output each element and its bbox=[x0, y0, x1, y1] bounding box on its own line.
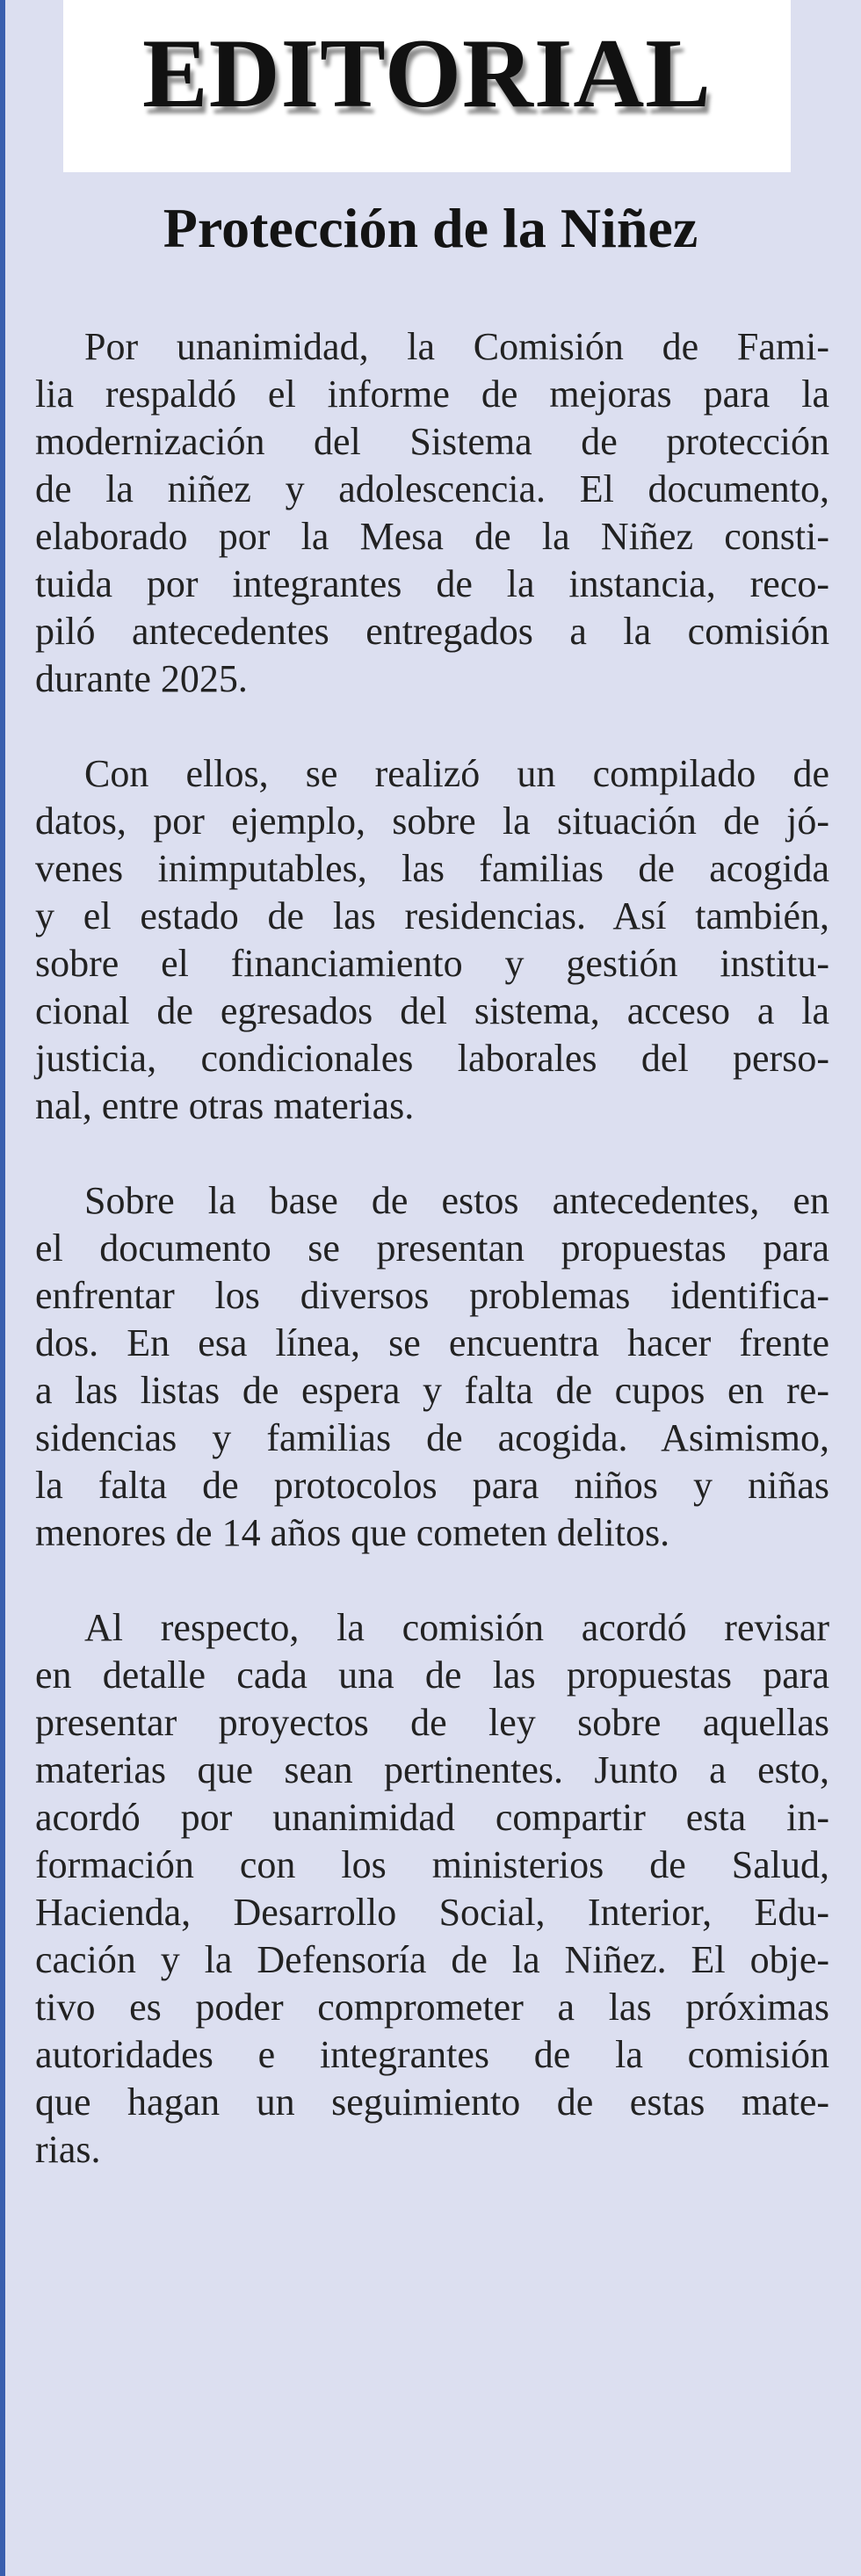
paragraph-line: modernización del Sistema de protección bbox=[35, 420, 829, 463]
paragraph-line: cación y la Defensoría de la Niñez. El obje- bbox=[35, 1938, 829, 1981]
section-label: EDITORIAL bbox=[141, 19, 713, 128]
paragraph-line: Hacienda, Desarrollo Social, Interior, Edu- bbox=[35, 1891, 829, 1934]
paragraph-line: a las listas de espera y falta de cupos en re- bbox=[35, 1369, 829, 1412]
paragraph-line: rias. bbox=[35, 2128, 101, 2171]
paragraph-line: datos, por ejemplo, sobre la situación de jó- bbox=[35, 800, 829, 843]
article-paragraph bbox=[35, 323, 829, 703]
paragraph-line: durante 2025. bbox=[35, 657, 248, 700]
paragraph-line: lia respaldó el informe de mejoras para la bbox=[35, 373, 829, 416]
article-title: Protección de la Niñez bbox=[163, 197, 698, 259]
article-body bbox=[35, 323, 829, 2221]
paragraph-line: Al respecto, la comisión acordó revisar bbox=[84, 1606, 829, 1649]
paragraph-line: formación con los ministerios de Salud, bbox=[35, 1843, 829, 1886]
paragraph-line: piló antecedentes entregados a la comisión bbox=[35, 610, 829, 653]
article-paragraph bbox=[35, 1177, 829, 1557]
paragraph-line: sobre el financiamiento y gestión institu- bbox=[35, 942, 829, 985]
section-header-banner bbox=[63, 0, 791, 172]
paragraph-line: en detalle cada una de las propuestas para bbox=[35, 1653, 829, 1697]
paragraph-line: menores de 14 años que cometen delitos. bbox=[35, 1511, 670, 1554]
paragraph-line: Sobre la base de estos antecedentes, en bbox=[84, 1179, 829, 1222]
paragraph-line: cional de egresados del sistema, acceso a la bbox=[35, 989, 829, 1032]
paragraph-line: la falta de protocolos para niños y niñas bbox=[35, 1464, 829, 1507]
paragraph-line: tuida por integrantes de la instancia, reco- bbox=[35, 562, 829, 605]
paragraph-line: presentar proyectos de ley sobre aquellas bbox=[35, 1701, 829, 1744]
paragraph-line: venes inimputables, las familias de acogida bbox=[35, 847, 829, 890]
paragraph-line: nal, entre otras materias. bbox=[35, 1084, 415, 1127]
paragraph-line: enfrentar los diversos problemas identifica- bbox=[35, 1274, 829, 1317]
paragraph-line: Con ellos, se realizó un compilado de bbox=[84, 752, 829, 795]
paragraph-line: acordó por unanimidad compartir esta in- bbox=[35, 1796, 829, 1839]
paragraph-line: Por unanimidad, la Comisión de Fami- bbox=[84, 325, 829, 368]
paragraph-line: el documento se presentan propuestas para bbox=[35, 1226, 829, 1270]
paragraph-line: materias que sean pertinentes. Junto a esto, bbox=[35, 1748, 829, 1791]
paragraph-line: que hagan un seguimiento de estas mate- bbox=[35, 2080, 829, 2124]
paragraph-line: elaborado por la Mesa de la Niñez consti- bbox=[35, 515, 829, 558]
article-paragraph bbox=[35, 1604, 829, 2174]
article-paragraph bbox=[35, 750, 829, 1130]
paragraph-line: justicia, condicionales laborales del perso- bbox=[35, 1037, 829, 1080]
paragraph-line: sidencias y familias de acogida. Asimismo, bbox=[35, 1416, 829, 1459]
paragraph-line: autoridades e integrantes de la comisión bbox=[35, 2033, 829, 2076]
paragraph-line: y el estado de las residencias. Así también, bbox=[35, 894, 829, 937]
paragraph-line: tivo es poder comprometer a las próximas bbox=[35, 1986, 829, 2029]
paragraph-line: dos. En esa línea, se encuentra hacer frente bbox=[35, 1321, 829, 1364]
left-border-rule bbox=[0, 0, 5, 2576]
paragraph-line: de la niñez y adolescencia. El documento, bbox=[35, 467, 829, 510]
